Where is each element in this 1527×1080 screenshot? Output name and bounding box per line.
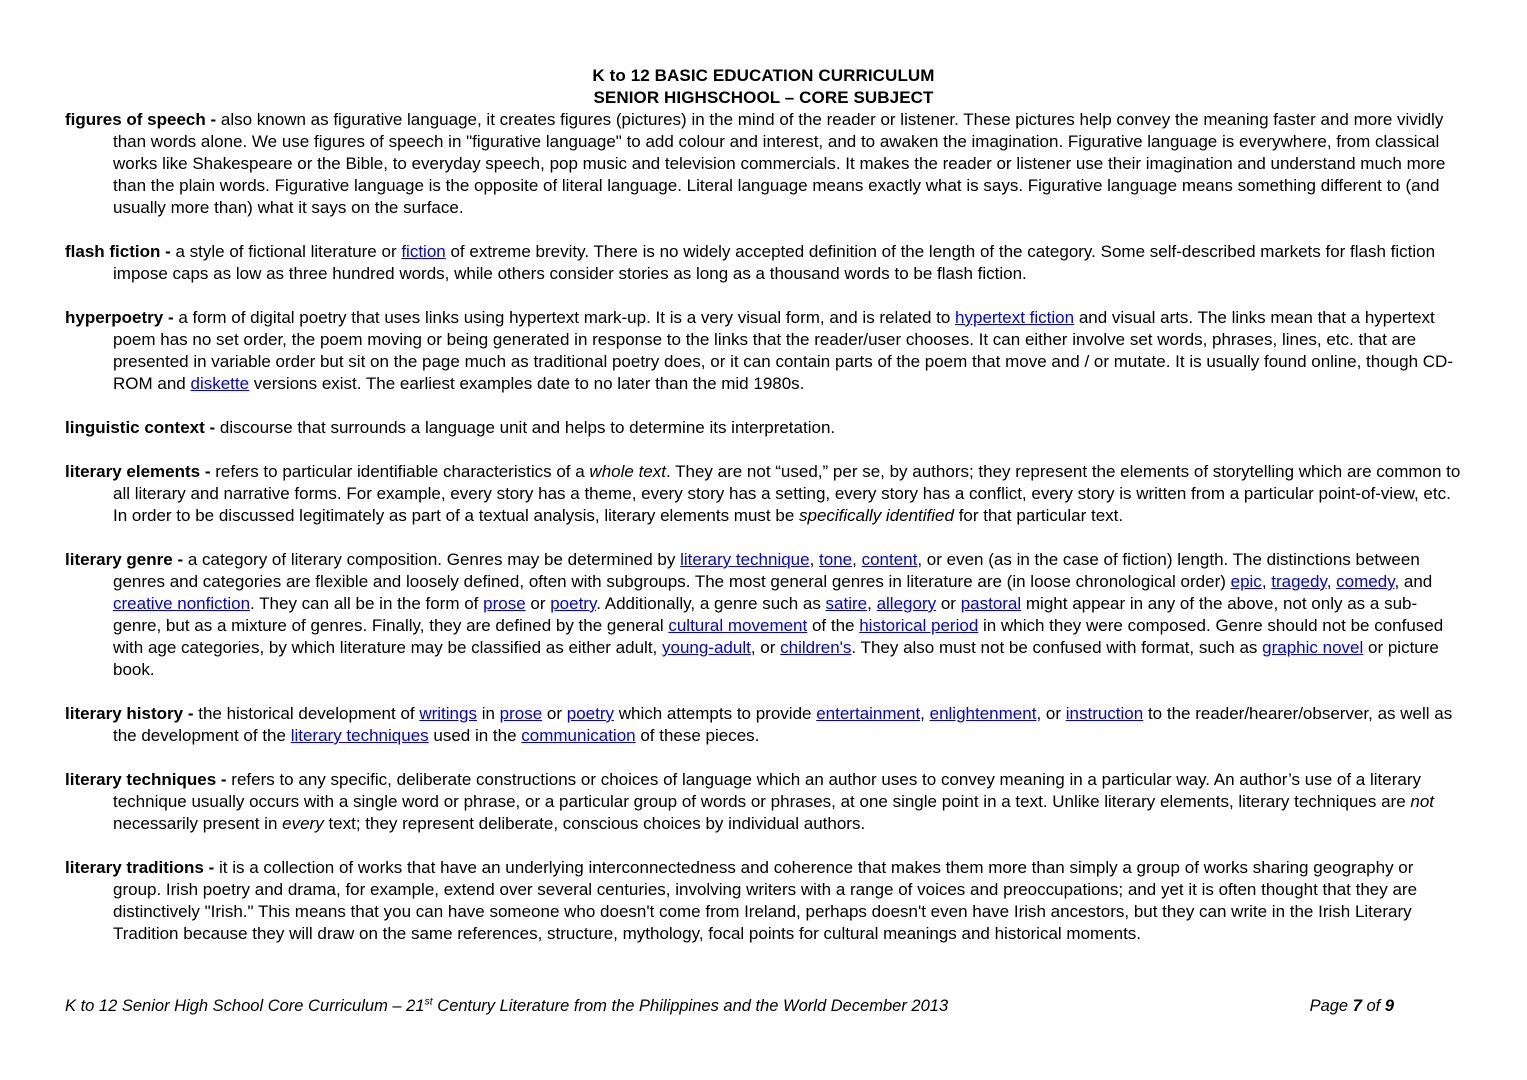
definition-text: might appear in any of the above, not only as a sub-genre, but as a mixture of genres. Finally, they are defined by the general	[113, 594, 1418, 635]
link-literary-technique[interactable]: literary technique	[680, 550, 810, 569]
definition-text: a style of fictional literature or	[175, 242, 402, 261]
definition-text: . Additionally, a genre such as	[596, 594, 826, 613]
definition-text: the historical development of	[198, 704, 420, 723]
link-graphic-novel[interactable]: graphic novel	[1262, 638, 1364, 657]
definition-text: in which they were composed. Genre should not be confused with age categories, by which literature may be classified as either adult,	[113, 616, 1448, 657]
term-label: literary techniques -	[65, 770, 232, 789]
footer-text: K to 12 Senior High School Core Curriculum – 21	[65, 997, 425, 1015]
definition-text: which attempts to provide	[614, 704, 817, 723]
definition-entry-linguistic-context	[65, 417, 1462, 439]
link-allegory[interactable]: allegory	[876, 594, 937, 613]
footer-page-text: of	[1361, 997, 1385, 1015]
link-prose[interactable]: prose	[499, 704, 543, 723]
definition-text: necessarily present in	[113, 792, 1439, 833]
footer-document-title	[65, 995, 948, 1017]
definition-text: every	[282, 814, 324, 833]
definition-text: a form of digital poetry that uses links using hypertext mark-up. It is a very visual form, and is related to	[178, 308, 956, 327]
definition-text: ,	[1261, 572, 1272, 591]
definition-text: it is a collection of works that have an underlying interconnectedness and coherence that makes them more than simply a group of works sharing geography or group. Irish poetry and drama, for example, extend over several centuries, involving writers with a range of voices and preoccupations; and yet it is often thought that they are distinctively "Irish." This means that you can have someone who doesn't come from Ireland, perhaps doesn't even have Irish ancestors, but they can write in the Irish Literary Tradition because they will draw on the same references, structure, mythology, focal points for cultural meanings and historical moments.	[113, 858, 1422, 943]
term-label: figures of speech -	[65, 110, 221, 129]
footer-text: st	[424, 995, 433, 1008]
definition-entry-literary-traditions	[65, 857, 1462, 945]
definition-text: , and	[1394, 572, 1437, 591]
definition-text: versions exist. The earliest examples date to no later than the mid 1980s.	[249, 374, 805, 393]
definition-text: also known as figurative language, it creates figures (pictures) in the mind of the reader or listener. These pictures help convey the meaning faster and more vividly than words alone. We use figures of speech in "figurative language" to add colour and interest, and to awaken the imagination. Figurative language is everywhere, from classical works like Shakespeare or the Bible, to everyday speech, pop music and television commercials. It makes the reader or listener use their imagination and understand much more than the plain words. Figurative language is the opposite of literal language. Literal language means exactly what is says. Figurative language means something different to (and usually more than) what it says on the surface.	[113, 110, 1451, 217]
definition-entry-literary-history	[65, 703, 1462, 747]
link-entertainment[interactable]: entertainment	[816, 704, 921, 723]
definition-text: not	[1410, 792, 1435, 811]
definition-entry-literary-elements	[65, 461, 1466, 527]
link-epic[interactable]: epic	[1230, 572, 1262, 591]
footer-page-text: Page	[1309, 997, 1353, 1015]
link-hypertext-fiction[interactable]: hypertext fiction	[955, 308, 1075, 327]
definition-text: or	[525, 594, 551, 613]
definition-text: in	[476, 704, 500, 723]
definition-text: used in the	[428, 726, 522, 745]
term-label: flash fiction -	[65, 242, 176, 261]
footer-page-text: 9	[1384, 997, 1394, 1015]
link-instruction[interactable]: instruction	[1065, 704, 1144, 723]
definition-text: of these pieces.	[635, 726, 760, 745]
term-label: literary genre -	[65, 550, 188, 569]
link-tone[interactable]: tone	[819, 550, 853, 569]
page-footer	[65, 995, 1394, 1017]
link-tragedy[interactable]: tragedy	[1271, 572, 1327, 591]
definition-entry-literary-techniques	[65, 769, 1462, 835]
definition-text: ,	[920, 704, 930, 723]
definition-text: ,	[1326, 572, 1337, 591]
link-creative-nonfiction[interactable]: creative nonfiction	[113, 594, 251, 613]
link-satire[interactable]: satire	[825, 594, 868, 613]
definition-text: ,	[852, 550, 862, 569]
link-children-s[interactable]: children's	[780, 638, 852, 657]
definition-text: refers to any specific, deliberate constructions or choices of language which an author uses to convey meaning in a particular way. An author’s use of a literary technique usually occurs with a single word or phrase, or a particular group of words or phrases, at one single point in a text. Unlike literary elements, literary techniques are	[113, 770, 1426, 811]
footer-page-text: 7	[1352, 997, 1362, 1015]
definition-text: . They can all be in the form of	[250, 594, 484, 613]
link-cultural-movement[interactable]: cultural movement	[668, 616, 808, 635]
definition-text: of the	[807, 616, 860, 635]
document-title	[65, 65, 1462, 109]
definition-text: , or even (as in the case of fiction) length. The distinctions between genres and categories are flexible and loosely defined, often with subgroups. The most general genres in literature are (in loose chronological order)	[113, 550, 1425, 591]
definition-text: for that particular text.	[953, 506, 1124, 525]
definition-text: whole text	[589, 462, 666, 481]
footer-page-number	[1310, 995, 1394, 1017]
definition-text: , or	[750, 638, 781, 657]
definition-text: refers to particular identifiable characteristics of a	[215, 462, 590, 481]
definition-text: or	[542, 704, 567, 723]
definition-entry-literary-genre	[65, 549, 1462, 681]
definition-text: text; they represent deliberate, conscious choices by individual authors.	[323, 814, 866, 833]
link-communication[interactable]: communication	[521, 726, 636, 745]
definition-text: to the reader/hearer/observer, as well as the development of the	[113, 704, 1457, 745]
definition-text: ,	[867, 594, 877, 613]
link-young-adult[interactable]: young-adult	[662, 638, 751, 657]
link-poetry[interactable]: poetry	[550, 594, 597, 613]
link-historical-period[interactable]: historical period	[859, 616, 979, 635]
term-label: literary elements -	[65, 462, 216, 481]
link-pastoral[interactable]: pastoral	[960, 594, 1022, 613]
definition-text: . They also must not be confused with format, such as	[851, 638, 1263, 657]
definition-text: ,	[809, 550, 820, 569]
definition-text: specifically identified	[799, 506, 954, 525]
definition-entry-flash-fiction	[65, 241, 1462, 285]
term-label: linguistic context -	[65, 418, 220, 437]
definition-text: a category of literary composition. Genres may be determined by	[187, 550, 681, 569]
definition-text: of extreme brevity. There is no widely accepted definition of the length of the category. Some self-described markets for flash fiction impose caps as low as three hundred words, while others consider stories as long as a thousand words to be flash fiction.	[113, 242, 1440, 283]
definition-text: or picture book.	[113, 638, 1444, 679]
link-comedy[interactable]: comedy	[1336, 572, 1395, 591]
definition-entry-figures-of-speech	[65, 109, 1462, 219]
document-page	[65, 65, 1466, 967]
definition-entry-hyperpoetry	[65, 307, 1462, 395]
link-literary-techniques[interactable]: literary techniques	[290, 726, 429, 745]
term-label: hyperpoetry -	[65, 308, 179, 327]
term-label: literary traditions -	[65, 858, 219, 877]
link-poetry[interactable]: poetry	[566, 704, 614, 723]
footer-text: Century Literature from the Philippines and the World December 2013	[432, 997, 949, 1015]
title-line-2: SENIOR HIGHSCHOOL – CORE SUBJECT	[593, 88, 934, 107]
link-diskette[interactable]: diskette	[190, 374, 250, 393]
definition-text: . They are not “used,” per se, by authors; they represent the elements of storytelling which are common to all literary and narrative forms. For example, every story has a theme, every story has a setting, every story has a conflict, every story is written from a particular point-of-view, etc. In order to be discussed legitimately as part of a textual analysis, literary elements must be	[113, 462, 1466, 525]
link-content[interactable]: content	[861, 550, 918, 569]
link-enlightenment[interactable]: enlightenment	[929, 704, 1037, 723]
link-fiction[interactable]: fiction	[401, 242, 446, 261]
term-label: literary history -	[65, 704, 199, 723]
title-line-1: K to 12 BASIC EDUCATION CURRICULUM	[592, 66, 935, 85]
link-writings[interactable]: writings	[419, 704, 477, 723]
definitions-list	[65, 109, 1466, 945]
definition-text: , or	[1036, 704, 1066, 723]
link-prose[interactable]: prose	[483, 594, 526, 613]
definition-text: discourse that surrounds a language unit and helps to determine its interpretation.	[219, 418, 836, 437]
definition-text: and visual arts. The links mean that a hypertext poem has no set order, the poem moving or being generated in response to the links that the reader/user chooses. It can either involve set words, phrases, lines, etc. that are presented in variable order but sit on the page much as traditional poetry does, or it can contain parts of the poem that move and / or mutate. It is usually found online, though CD-ROM and	[113, 308, 1453, 393]
definition-text: or	[936, 594, 961, 613]
